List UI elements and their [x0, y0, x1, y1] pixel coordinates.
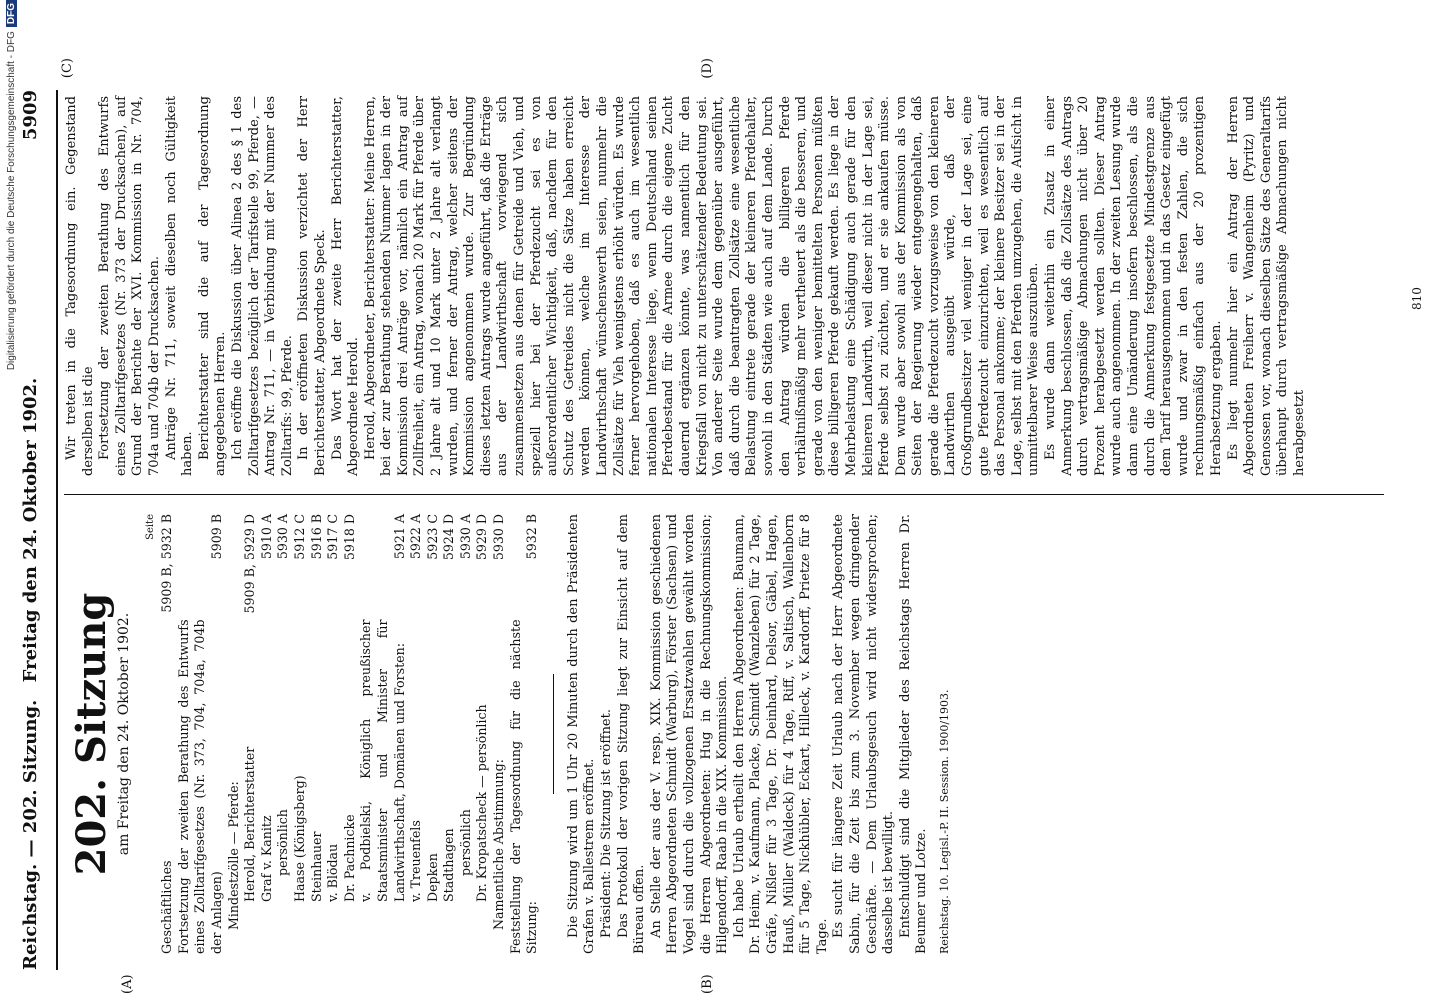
toc-row: [441, 514, 458, 954]
page-header: [20, 90, 48, 970]
toc-entry: v. Blödau: [325, 843, 341, 902]
toc-page: 5923 C: [424, 514, 440, 560]
toc-page: 5930 A: [275, 514, 291, 560]
toc-page: 5921 A: [391, 514, 407, 560]
toc-entry: v. Podbielski, Königlich preußischer Staatsminister und Minister für Landwirthschaft, Domänen und Forsten:: [358, 619, 407, 902]
margin-mark-c: (C): [60, 58, 75, 79]
toc-page: 5924 D: [441, 514, 457, 561]
header-left: Reichstag. — 202. Sitzung.: [20, 699, 41, 970]
toc-page: 5929 D: [474, 514, 490, 561]
paragraph: Das Protokoll der vorigen Sitzung liegt zur Einsicht auf dem Büreau offen.: [615, 514, 648, 954]
paragraph: Anträge Nr. 711, soweit dieselben noch Gültigkeit haben.: [163, 96, 196, 476]
toc-row: [458, 514, 475, 954]
right-paragraphs: [64, 96, 1309, 476]
page-footer: Reichstag. 10. Legisl.-P. II. Session. 1900/1903.: [937, 689, 951, 954]
toc-entry: Feststellung der Tagesordnung für die nächste Sitzung:: [507, 619, 540, 954]
toc-entry: Herold, Berichterstatter: [242, 746, 258, 902]
toc-row: [275, 514, 292, 954]
toc-entry: Namentliche Abstimmung:: [491, 759, 507, 930]
paragraph: Fortsetzung der zweiten Berathung des Entwurfs eines Zolltarifgesetzes (Nr. 373 der Drucksachen), auf Grund der Berichte der XVI. Kommission in Nr. 704, 704a und 704b der Drucksachen.: [97, 96, 162, 476]
table-of-contents: [159, 514, 541, 954]
toc-page: 5932 B: [524, 514, 540, 560]
paragraph: Berichterstatter sind die auf der Tagesordnung angegebenen Herren.: [196, 96, 229, 476]
toc-entry: Geschäftliches: [159, 860, 175, 954]
toc-entry: Dr. Pachnicke: [341, 814, 357, 902]
bottom-page-number: 810: [1410, 287, 1424, 310]
toc-entry: Fortsetzung der zweiten Berathung des Entwurfs eines Zolltarifgesetzes (Nr. 373, 704, 704a, 704b der Anlagen): [175, 619, 224, 954]
toc-row: [508, 514, 541, 954]
toc-entry: Steinhauer: [308, 831, 324, 902]
toc-entry: persönlich: [457, 809, 473, 876]
toc-page: 5922 A: [408, 514, 424, 560]
seite-label: Seite: [144, 514, 156, 540]
toc-row: [358, 514, 408, 954]
session-date: am Freitag den 24. Oktober 1902.: [116, 612, 132, 856]
toc-page: 5909 B, 5932 B: [159, 514, 175, 613]
toc-entry: Graf v. Kanitz: [258, 815, 274, 902]
dfg-logo: DFG: [6, 0, 17, 27]
toc-page: 5917 C: [325, 514, 341, 560]
toc-entry: persönlich: [275, 809, 291, 876]
paragraph: Die Sitzung wird um 1 Uhr 20 Minuten durch den Präsidenten Grafen v. Ballestrem eröffnet.: [565, 514, 598, 954]
toc-page: 5912 C: [291, 514, 307, 560]
toc-entry: Mindestzölle — Pferde:: [225, 781, 241, 930]
toc-row: [474, 514, 491, 954]
paragraph: Es sucht für längere Zeit Urlaub nach der Herr Abgeordnete Sabin, für die Zeit bis zum 3. November wegen dringender Geschäfte. — Dem Urlaubsgesuch wird nicht widersprochen; dasselbe ist bewilligt.: [831, 514, 897, 954]
toc-row: [408, 514, 425, 954]
paragraph: Entschuldigt sind die Mitglieder des Reichstags Herren Dr. Beumer und Lotze.: [897, 514, 930, 954]
digitization-text: Digitalisierung gefördert durch die Deutsche Forschungsgemeinschaft - DFG: [6, 31, 17, 371]
toc-page: [226, 514, 243, 619]
toc-row: [491, 514, 508, 954]
paragraph: Ich habe Urlaub ertheilt den Herren Abgeordneten: Baumann, Dr. Heim, v. Kaufmann, Placke, Schmidt (Wanzleben) für 2 Tage, Gräfe, Nißler für 3 Tage, Dr. Deinhard, Delsor, Gäbel, Hagen, Hauß, Müller (Waldeck) für 4 Tage, Riff, v. Saltisch, Wallenborn für 5 Tage, Nickhübler, Eckart, Hilleck, v. Kardorff, Prietze für 8 Tage.: [731, 514, 830, 954]
session-title: 202. Sitzung: [68, 592, 115, 876]
toc-row: [309, 514, 326, 954]
paragraph: Es liegt nunmehr hier ein Antrag der Herren Abgeordneten Freiherr v. Wangenheim (Pyritz) und Genossen vor, wonach dieselben Sätze des Generaltarifs überhaupt durch vertragsmäßige Abmachungen nicht herabgesetzt: [1225, 96, 1307, 476]
header-center: Freitag den 24. Oktober 1902.: [20, 377, 41, 683]
margin-mark-b: (B): [700, 974, 715, 994]
paragraph: Das Wort hat der zweite Herr Berichterstatter, Abgeordnete Herold.: [329, 96, 362, 476]
paragraph: An Stelle der aus der V. resp. XIX. Kommission geschiedenen Herren Abgeordneten Schmidt (Warburg), Förster (Sachsen) und Vogel sind durch die vollzogenen Ersatzwahlen gewählt worden die Herren Abgeordneten: Hug in die Rechnungskommission; Hilgendorff, Raab in die XIX. Kommission.: [648, 514, 731, 954]
toc-page: 5916 B: [308, 514, 324, 560]
toc-page: 5918 D: [341, 514, 357, 561]
toc-row: [176, 514, 226, 954]
paragraph: Herold, Abgeordneter, Berichterstatter: Meine Herren, bei der zur Berathung stehenden Nummer lagen in der Kommission drei Anträge vor, nämlich ein Antrag auf Zollfreiheit, ein Antrag, wonach 20 Mark für Pferde über 2 Jahre alt und 10 Mark unter 2 Jahre alt verlangt wurden, und ferner der Antrag, welcher seitens der Kommission angenommen wurde. Zur Begründung dieses letzten Antrags wurde angeführt, daß die Erträge aus der Landwirthschaft vorwiegend sich zusammensetzen aus denen für Getreide und Vieh, und speziell hier bei der Pferdezucht sei es von außerordentlicher Wichtigkeit, daß, nachdem für den Schutz des Getreides nicht die Sätze haben erreicht werden können, welche im Interesse der Landwirthschaft wünschenswerth seien, nunmehr die Zollsätze für Vieh wenigstens erhöht würden. Es wurde ferner hervorgehoben, daß es auch im wesentlich nationalen Interesse liege, wenn Deutschland seinen Pferdebestand für die Armee durch die eigene Zucht dauernd ergänzen könnte, was namentlich für den Kriegsfall von nicht zu unterschätzender Bedeutung sei. Von anderer Seite wurde dem gegenüber ausgeführt, daß durch die beantragten Zollsätze eine wesentliche Belastung eintrete gerade der kleineren Pferdehalter, sowohl in den Städten wie auch auf dem Lande. Durch den Antrag würden die billigeren Pferde verhältnißmäßig mehr vertheuert als die besseren, und gerade von den weniger bemittelten Personen müßten diese billigeren Pferde gekauft werden. Es liege in der Mehrbelastung eine Schädigung auch gerade für den kleineren Landwirth, weil dieser nicht in der Lage sei, Pferde selbst zu züchten, und er sie ankaufen müsse. Dem wurde aber sowohl aus der Kommission als von Seiten der Regierung wieder entgegengehalten, daß gerade die Pferdezucht vorzugsweise von den kleineren Landwirthen ausgeübt würde, daß der Großgrundbesitzer viel weniger in der Lage sei, eine gute Pferdezucht einzurichten, weil es wesentlich auf das Personal ankomme; der kleinere Besitzer sei in der Lage, selbst mit den Pferden umzugehen, die Aufsicht in unmittelbarer Weise auszuüben.: [362, 96, 1042, 476]
toc-page: 5930 A: [457, 514, 473, 560]
toc-page: 5910 A: [258, 514, 274, 560]
toc-entry: Stadthagen: [441, 828, 457, 902]
paragraph: Präsident: Die Sitzung ist eröffnet.: [599, 709, 615, 938]
toc-row: [259, 514, 276, 954]
toc-entry: Depken: [424, 853, 440, 902]
toc-entry: v. Treuenfels: [408, 820, 424, 902]
right-column: [64, 96, 1309, 476]
paragraph: Wir treten in die Tagesordnung ein. Gegenstand derselben ist die: [64, 96, 96, 476]
section-rule: [553, 674, 554, 794]
toc-entry: Dr. Kropatscheck — persönlich: [474, 704, 490, 902]
left-paragraphs: [566, 514, 931, 954]
toc-row: [425, 514, 442, 954]
toc-page: 5909 B, 5929 D: [242, 514, 258, 614]
column-divider: [64, 494, 1384, 495]
toc-page: 5930 D: [491, 514, 507, 561]
digitization-note: [6, 0, 17, 1000]
left-column: [64, 514, 954, 954]
paragraph: Ich eröffne die Diskussion über Alinea 2 des § 1 des Zolltarifgesetzes bezüglich der Tarifstelle 99, Pferde, — Antrag Nr. 711, — in Verbindung mit der Nummer des Zolltarifs: 99, Pferde.: [229, 96, 295, 476]
toc-row: [325, 514, 342, 954]
toc-row: [226, 514, 243, 954]
toc-row: [342, 514, 359, 954]
header-page-number: 5909: [20, 90, 41, 141]
margin-mark-d: (D): [700, 58, 715, 79]
toc-entry: Haase (Königsberg): [291, 775, 307, 902]
margin-mark-a: (A): [120, 974, 135, 994]
header-rule: [56, 90, 58, 970]
toc-page: 5909 B: [208, 514, 224, 560]
toc-row: [292, 514, 309, 954]
toc-row: [242, 514, 259, 954]
toc-row: [159, 514, 176, 954]
paragraph: Es wurde dann weiterhin ein Zusatz in einer Anmerkung beschlossen, daß die Zollsätze des Antrags durch vertragsmäßige Abmachungen nicht über 20 Prozent herabgesetzt werden sollten. Dieser Antrag wurde auch angenommen. In der zweiten Lesung wurde dann eine Umänderung insofern beschlossen, als die durch die Anmerkung festgesetzte Mindestgrenze aus dem Tarif herausgenommen und in das Gesetz eingefügt wurde und zwar in den festen Zahlen, die sich rechnungsmäßig einfach aus der 20 prozentigen Herabsetzung ergaben.: [1043, 96, 1224, 476]
paragraph: In der eröffneten Diskussion verzichtet der Herr Berichterstatter, Abgeordnete Speck.: [296, 96, 328, 476]
